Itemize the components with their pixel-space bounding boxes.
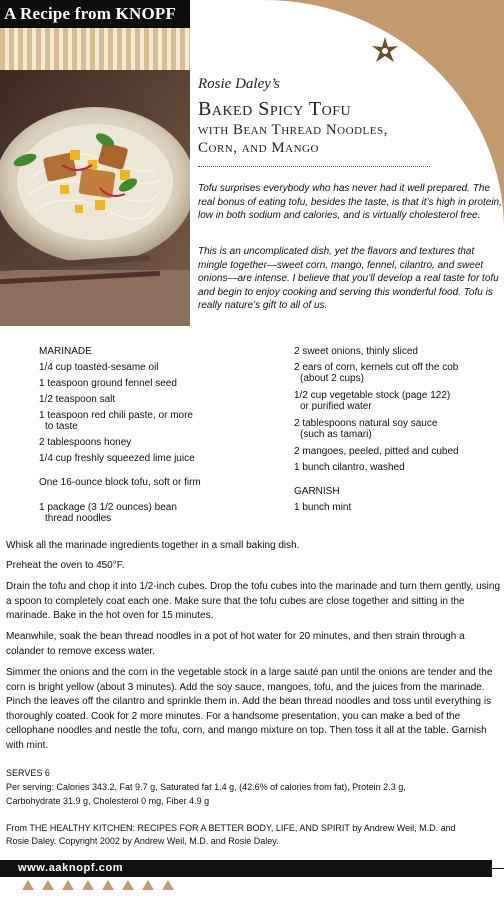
ingredient-item: 2 sweet onions, thinly sliced [294,346,418,357]
recipe-title: Baked Spicy Tofu [198,98,352,120]
intro-paragraph-2: This is an uncomplicated dish, yet the flavors and textures that mingle together—sweet corn, mango, fennel, cilantro, and sweet onions—are intense. I believe that you’ll develop a real taste for tofu and begin to enjoy cooking and serving this wonderful food. Tofu is really nature’s gift to all of us. [198,246,499,311]
recipe-subtitle-line2: Corn, and Mango [198,140,319,156]
ingredient-item-cont: to taste [45,421,78,432]
knopf-star-icon [370,36,400,66]
ingredient-item: 2 tablespoons natural soy sauce [294,418,438,429]
author-byline: Rosie Daley’s [198,76,280,92]
intro-paragraph-1: Tofu surprises everybody who has never had it well prepared. The real bonus of eating tofu, besides the taste, is that it’s high in protein, low in both sodium and calories, and is virtually cholesterol free. [198,183,502,221]
direction-step-2: Preheat the oven to 450°F. [6,560,125,571]
marinade-heading: MARINADE [39,346,92,357]
ingredient-item: 1 teaspoon red chili paste, or more [39,410,193,421]
ingredient-item-cont: (such as tamari) [300,429,372,440]
ingredient-item-cont: thread noodles [45,513,112,524]
tofu-dish-photo [0,70,190,326]
nutrition-line-1: Per serving: Calories 343.2, Fat 9.7 g, Saturated fat 1.4 g, (42.6% of calories from fat), Protein 2.3 g, [6,782,406,792]
ingredient-item: One 16-ounce block tofu, soft or firm [39,477,201,488]
ingredient-item: 2 ears of corn, kernels cut off the cob [294,362,459,373]
nutrition-line-2: Carbohydrate 31.9 g, Cholesterol 0 mg, Fiber 4.9 g [6,796,210,806]
direction-step-5: Simmer the onions and the corn in the vegetable stock in a large sauté pan until the onions are tender and the corn is bright yellow (about 3 minutes). Add the soy sauce, mangoes, tofu, and the juices from the marinade. Pinch the leaves off the cilantro and sprinkle them in. Add the bean thread noodles and toss until everything is thoroughly coated. Cook for 2 more minutes. For a handsome presentation, you can make a bed of the cellophane noodles and nestle the tofu, corn, and mango mixture on top. Then toss it all at the table. Garnish with mint. [6,667,493,751]
header-title: A Recipe from KNOPF [4,4,177,23]
ingredient-item: 1 teaspoon ground fennel seed [39,378,177,389]
garnish-heading: GARNISH [294,486,340,497]
footer-ornament [20,878,180,892]
ingredient-item-cont: (about 2 cups) [300,373,364,384]
ingredient-item: 2 mangoes, peeled, pitted and cubed [294,446,459,457]
direction-step-1: Whisk all the marinade ingredients together in a small baking dish. [6,540,300,551]
header-stripes [0,26,190,70]
direction-step-4: Meanwhile, soak the bean thread noodles in a pot of hot water for 20 minutes, and then strain through a colander to remove excess water. [6,631,465,657]
ingredient-item: 1 bunch cilantro, washed [294,462,405,473]
dotted-rule [198,166,430,167]
ingredient-item: 1 bunch mint [294,502,352,513]
ingredient-item: 1/2 teaspoon salt [39,394,116,405]
source-line-2: Rosie Daley. Copyright 2002 by Andrew Weil, M.D. and Rosie Daley. [6,836,279,846]
footer-rule [492,868,504,869]
recipe-subtitle [198,121,498,157]
source-line-1: From THE HEALTHY KITCHEN: RECIPES FOR A BETTER BODY, LIFE, AND SPIRIT by Andrew Weil, M.D. and [6,823,456,833]
ingredient-item: 1 package (3 1/2 ounces) bean [39,502,177,513]
serves-label: SERVES 6 [6,768,50,778]
footer-url-link[interactable]: www.aaknopf.com [18,862,124,874]
ingredient-item: 1/2 cup vegetable stock (page 122) [294,390,451,401]
direction-step-3: Drain the tofu and chop it into 1/2-inch cubes. Drop the tofu cubes into the marinade and turn them gently, using a spoon to completely coat each one. Make sure that the tofu cubes are close together and sitting in the marinade. Bake in the hot oven for 15 minutes. [6,581,501,621]
ingredient-item: 2 tablespoons honey [39,437,132,448]
ingredient-item-cont: or purified water [300,401,372,412]
recipe-subtitle-line1: with Bean Thread Noodles, [198,122,388,138]
ingredient-item: 1/4 cup freshly squeezed lime juice [39,453,195,464]
ingredient-item: 1/4 cup toasted-sesame oil [39,362,159,373]
